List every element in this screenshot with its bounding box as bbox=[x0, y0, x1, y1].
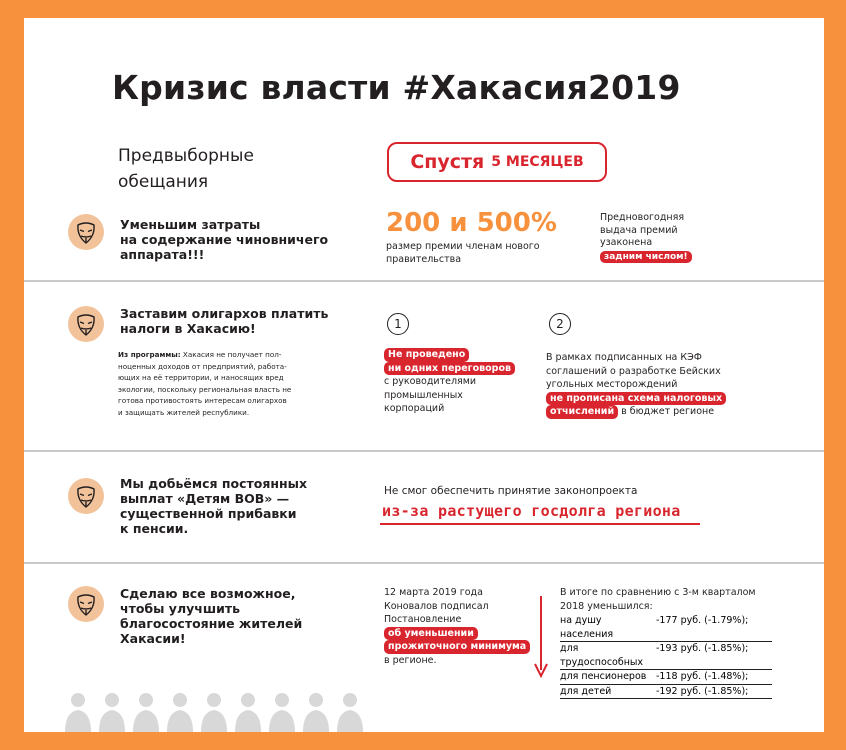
bonus-note-l3: узаконена bbox=[600, 237, 653, 248]
item2-l3: угольных месторождений bbox=[546, 379, 678, 390]
after-5-months-badge bbox=[387, 142, 607, 182]
program-l6: и защищать жителей республики. bbox=[118, 407, 250, 417]
bonus-percent-value: 200 и 500% bbox=[386, 208, 557, 238]
bonus-caption-l2: правительства bbox=[386, 254, 462, 265]
page-title: Кризис власти #Хакасия2019 bbox=[112, 68, 681, 107]
program-quote bbox=[118, 349, 291, 418]
table-row-label: на душу населения bbox=[560, 615, 614, 640]
guy-fawkes-mask-icon bbox=[68, 306, 104, 342]
debt-reason: из-за растущего госдолга региона bbox=[382, 502, 681, 520]
down-arrow-icon bbox=[533, 596, 549, 678]
person-silhouette-icon bbox=[200, 690, 228, 732]
row-divider bbox=[24, 562, 824, 564]
row-divider bbox=[24, 450, 824, 452]
bonus-note-highlight: задним числом! bbox=[600, 251, 692, 264]
guy-fawkes-mask-icon bbox=[68, 478, 104, 514]
item2-l1: В рамках подписанных на КЭФ bbox=[546, 352, 702, 363]
decrease-summary-l1: В итоге по сравнению с 3-м кварталом bbox=[560, 587, 756, 598]
table-row-label: для пенсионеров bbox=[560, 671, 647, 682]
table-row-value: -118 руб. (-1.48%); bbox=[656, 671, 749, 682]
decree-l1: 12 марта 2019 года bbox=[384, 587, 483, 598]
after-badge-word: Спустя bbox=[410, 151, 485, 173]
row3-promise-l3: существенной прибавки bbox=[120, 506, 297, 521]
decree-l3: Постановление bbox=[384, 614, 462, 625]
bonus-caption bbox=[386, 240, 540, 266]
row3-promise-l1: Мы добьёмся постоянных bbox=[120, 476, 308, 491]
item2-highlight-l1: не прописана схема налоговых bbox=[546, 392, 726, 406]
item1-l5: корпораций bbox=[384, 403, 445, 414]
bonus-caption-l1: размер премии членам нового bbox=[386, 241, 540, 252]
table-row-value: -193 руб. (-1.85%); bbox=[656, 643, 749, 654]
table-row-label: для детей bbox=[560, 685, 612, 697]
row4-promise-l4: Хакасии! bbox=[120, 631, 186, 646]
row3-result: Не смог обеспечить принятие законопроекта bbox=[384, 485, 638, 497]
person-silhouette-icon bbox=[268, 690, 296, 732]
program-l2: ноценных доходов от предприятий, работа- bbox=[118, 361, 287, 371]
person-silhouette-icon bbox=[132, 690, 160, 732]
decree-l6: в регионе. bbox=[384, 654, 437, 666]
promises-heading-line1: Предвыборные bbox=[118, 146, 254, 166]
table-row-label: для трудоспособных bbox=[560, 643, 644, 668]
table-row bbox=[560, 685, 772, 700]
row4-promise bbox=[120, 586, 302, 646]
row1-promise bbox=[120, 217, 328, 262]
decree-l2: Коновалов подписал bbox=[384, 600, 489, 612]
decrease-summary bbox=[560, 586, 756, 613]
item2-highlight-l2: отчислений bbox=[546, 405, 618, 419]
row4-promise-l1: Сделаю все возможное, bbox=[120, 586, 296, 601]
decrease-summary-l2: 2018 уменьшился: bbox=[560, 600, 653, 612]
item2-text bbox=[546, 351, 726, 419]
person-silhouette-icon bbox=[302, 690, 330, 732]
bonus-note-l1: Предновогодняя bbox=[600, 212, 685, 223]
row1-promise-l1: Уменьшим затраты bbox=[120, 217, 261, 232]
person-silhouette-icon bbox=[234, 690, 262, 732]
row3-promise bbox=[120, 476, 307, 536]
item1-highlight-l1: Не проведено bbox=[384, 348, 469, 362]
item1-text bbox=[384, 348, 515, 416]
row3-promise-l2: выплат «Детям ВОВ» — bbox=[120, 491, 290, 506]
item1-l4: промышленных bbox=[384, 389, 463, 401]
item1-l3: с руководителями bbox=[384, 376, 477, 387]
infographic-sheet bbox=[24, 18, 824, 732]
item2-tail: в бюджет регионе bbox=[621, 406, 715, 417]
table-row-value: -192 руб. (-1.85%); bbox=[656, 685, 749, 697]
table-row bbox=[560, 670, 772, 685]
row-divider bbox=[24, 280, 824, 282]
row2-promise-l1: Заставим олигархов платить bbox=[120, 306, 329, 321]
program-l4: экологии, поскольку региональная власть не bbox=[118, 384, 292, 394]
person-silhouette-icon bbox=[166, 690, 194, 732]
row2-promise-l2: налоги в Хакасию! bbox=[120, 321, 256, 336]
bonus-note bbox=[600, 212, 692, 263]
guy-fawkes-mask-icon bbox=[68, 214, 104, 250]
table-row-value: -177 руб. (-1.79%); bbox=[656, 615, 749, 626]
person-silhouette-icon bbox=[336, 690, 364, 732]
decree-highlight-l2: прожиточного минимума bbox=[384, 640, 530, 654]
row4-promise-l2: чтобы улучшить bbox=[120, 601, 241, 616]
after-badge-months: 5 МЕСЯЦЕВ bbox=[491, 154, 584, 170]
program-l1: Хакасия не получает пол- bbox=[182, 350, 282, 359]
promises-heading bbox=[118, 143, 254, 195]
decrease-table bbox=[560, 614, 772, 699]
program-l3: ющих на её территории, и наносящих вред bbox=[118, 373, 284, 382]
row3-promise-l4: к пенсии. bbox=[120, 521, 189, 536]
guy-fawkes-mask-icon bbox=[68, 586, 104, 622]
number-1-circle: 1 bbox=[387, 313, 409, 335]
item2-l2: соглашений о разработке Бейских bbox=[546, 365, 721, 377]
decree-text bbox=[384, 586, 530, 667]
bonus-note-l2: выдача премий bbox=[600, 224, 678, 236]
row1-promise-l2: на содержание чиновничего bbox=[120, 232, 329, 247]
debt-underline bbox=[380, 523, 700, 525]
number-2-circle: 2 bbox=[549, 313, 571, 335]
person-silhouette-icon bbox=[64, 690, 92, 732]
item1-highlight-l2: ни одних переговоров bbox=[384, 362, 515, 376]
decree-highlight-l1: об уменьшении bbox=[384, 627, 478, 641]
program-label: Из программы: bbox=[118, 350, 181, 359]
row4-promise-l3: благосостояние жителей bbox=[120, 616, 303, 631]
table-row bbox=[560, 614, 772, 642]
program-l5: готова противостоять интересам олигархов bbox=[118, 396, 287, 405]
row1-promise-l3: аппарата!!! bbox=[120, 247, 205, 262]
person-silhouette-icon bbox=[98, 690, 126, 732]
people-silhouettes bbox=[64, 690, 364, 732]
table-row bbox=[560, 642, 772, 670]
row2-promise bbox=[120, 306, 328, 336]
promises-heading-line2: обещания bbox=[118, 172, 209, 192]
